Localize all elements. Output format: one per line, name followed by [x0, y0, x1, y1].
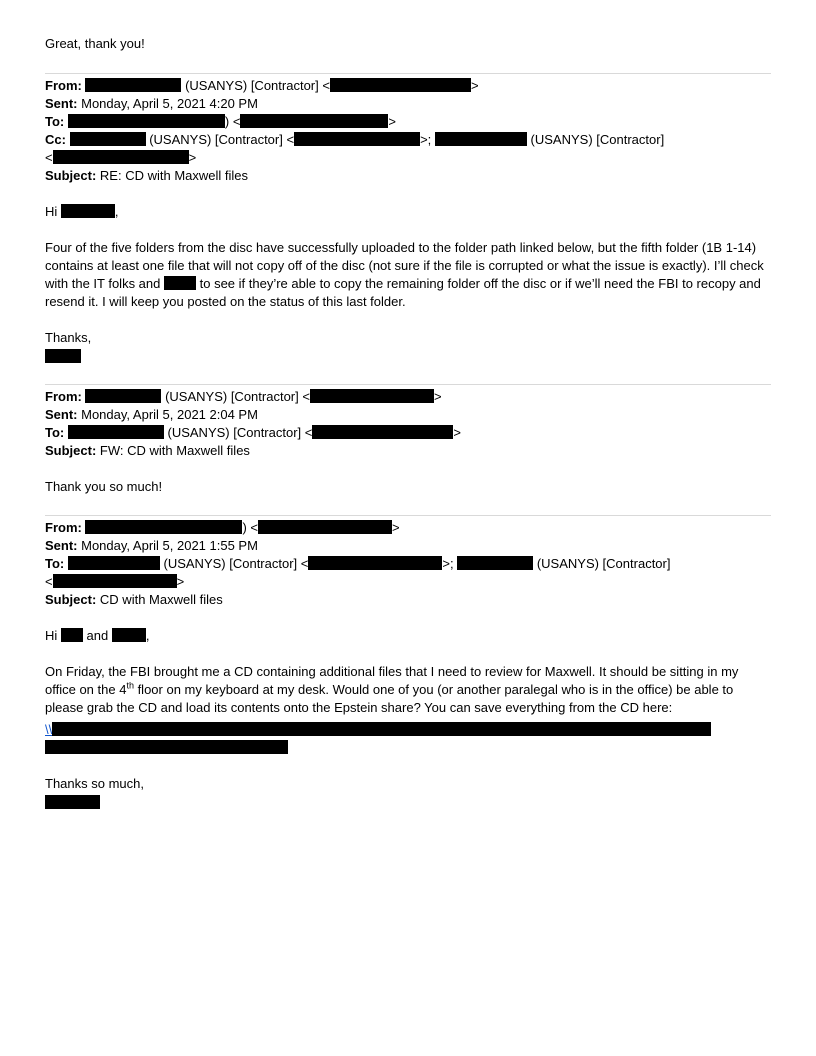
- redaction: [61, 628, 83, 642]
- signature-redaction: [45, 795, 100, 809]
- greeting: Hi and ,: [45, 628, 150, 643]
- redaction: [240, 114, 388, 128]
- cc-line: Cc: (USANYS) [Contractor] < >; (USANYS) [Contractor]: [45, 132, 665, 147]
- from-line: From: (USANYS) [Contractor] < >: [45, 389, 442, 404]
- redaction: [312, 425, 453, 439]
- to-line: To: (USANYS) [Contractor] < >; (USANYS) [Contractor]: [45, 556, 671, 571]
- redaction: [85, 520, 242, 534]
- subject-text: FW: CD with Maxwell files: [99, 443, 250, 458]
- to-text: ) <: [224, 114, 241, 129]
- redaction: [164, 276, 196, 290]
- redaction: [53, 150, 189, 164]
- closing: Thanks so much,: [45, 776, 144, 791]
- subject-line: Subject: CD with Maxwell files: [45, 592, 223, 607]
- divider: [45, 515, 771, 516]
- signature-redaction: [45, 349, 81, 363]
- sent-line: Sent: Monday, April 5, 2021 2:04 PM: [45, 407, 258, 422]
- message-body: Thank you so much!: [45, 479, 163, 494]
- sent-date: Monday, April 5, 2021 4:20 PM: [81, 96, 258, 111]
- redaction: [45, 740, 288, 754]
- divider: [45, 73, 771, 74]
- sent-line: Sent: Monday, April 5, 2021 1:55 PM: [45, 538, 258, 553]
- redaction: [68, 556, 160, 570]
- from-label: From:: [45, 78, 82, 93]
- redaction: [61, 204, 115, 218]
- subject-text: RE: CD with Maxwell files: [99, 168, 249, 183]
- redaction: [52, 722, 711, 736]
- greeting: Hi ,: [45, 204, 119, 219]
- redaction: [457, 556, 533, 570]
- redaction: [294, 132, 420, 146]
- redaction: [68, 425, 164, 439]
- sent-line: [45, 95, 258, 113]
- sent-date: Monday, April 5, 2021 1:55 PM: [81, 538, 258, 553]
- cc-label: Cc:: [45, 132, 66, 147]
- message-body: Four of the five folders from the disc have successfully uploaded to the folder path linked below, but the fifth folder (1B 1-14) contains at least one file that will not copy off of the disc (not sure if the file is corrupted or what the issue is exactly). I’ll check with the IT folks and to see if they’re able to copy the remaining folder off the disc or if we’ll need the FBI to recopy and resend it. I will keep you posted on the status of this last folder.: [45, 240, 764, 309]
- sent-date: Monday, April 5, 2021 2:04 PM: [81, 407, 258, 422]
- subject-label: Subject:: [45, 168, 97, 183]
- from-line: From: (USANYS) [Contractor] < >: [45, 78, 479, 93]
- redaction: [68, 114, 225, 128]
- from-text: (USANYS) [Contractor] <: [185, 78, 330, 93]
- subject-text: CD with Maxwell files: [99, 592, 223, 607]
- redaction: [435, 132, 527, 146]
- redaction: [112, 628, 146, 642]
- redaction: [258, 520, 392, 534]
- cc-line-cont: < >: [45, 150, 197, 165]
- to-line: To: ) < >: [45, 114, 397, 129]
- to-line: To: (USANYS) [Contractor] < >: [45, 425, 461, 440]
- subject-line: Subject: FW: CD with Maxwell files: [45, 443, 250, 458]
- redaction: [308, 556, 442, 570]
- redaction: [70, 132, 146, 146]
- redaction: [85, 389, 161, 403]
- redaction: [85, 78, 181, 92]
- sent-label: Sent:: [45, 96, 78, 111]
- subject-line: [45, 167, 248, 185]
- redaction: [330, 78, 471, 92]
- redaction: [310, 389, 434, 403]
- to-label: To:: [45, 114, 65, 129]
- share-path-link[interactable]: \\: [45, 721, 711, 739]
- opening-line: Great, thank you!: [45, 36, 145, 51]
- to-line-cont: < >: [45, 574, 185, 589]
- message-body: On Friday, the FBI brought me a CD containing additional files that I need to review for Maxwell. It should be sitting in my office on the 4th floor on my keyboard at my desk. Would one of you (or another paralegal who is in the office) be able to please grab the CD and load its contents onto the Epstein share? You can save everything from the CD here:: [45, 664, 739, 715]
- closing: Thanks,: [45, 330, 92, 345]
- redaction: [53, 574, 177, 588]
- from-line: From: ) < >: [45, 520, 400, 535]
- divider: [45, 384, 771, 385]
